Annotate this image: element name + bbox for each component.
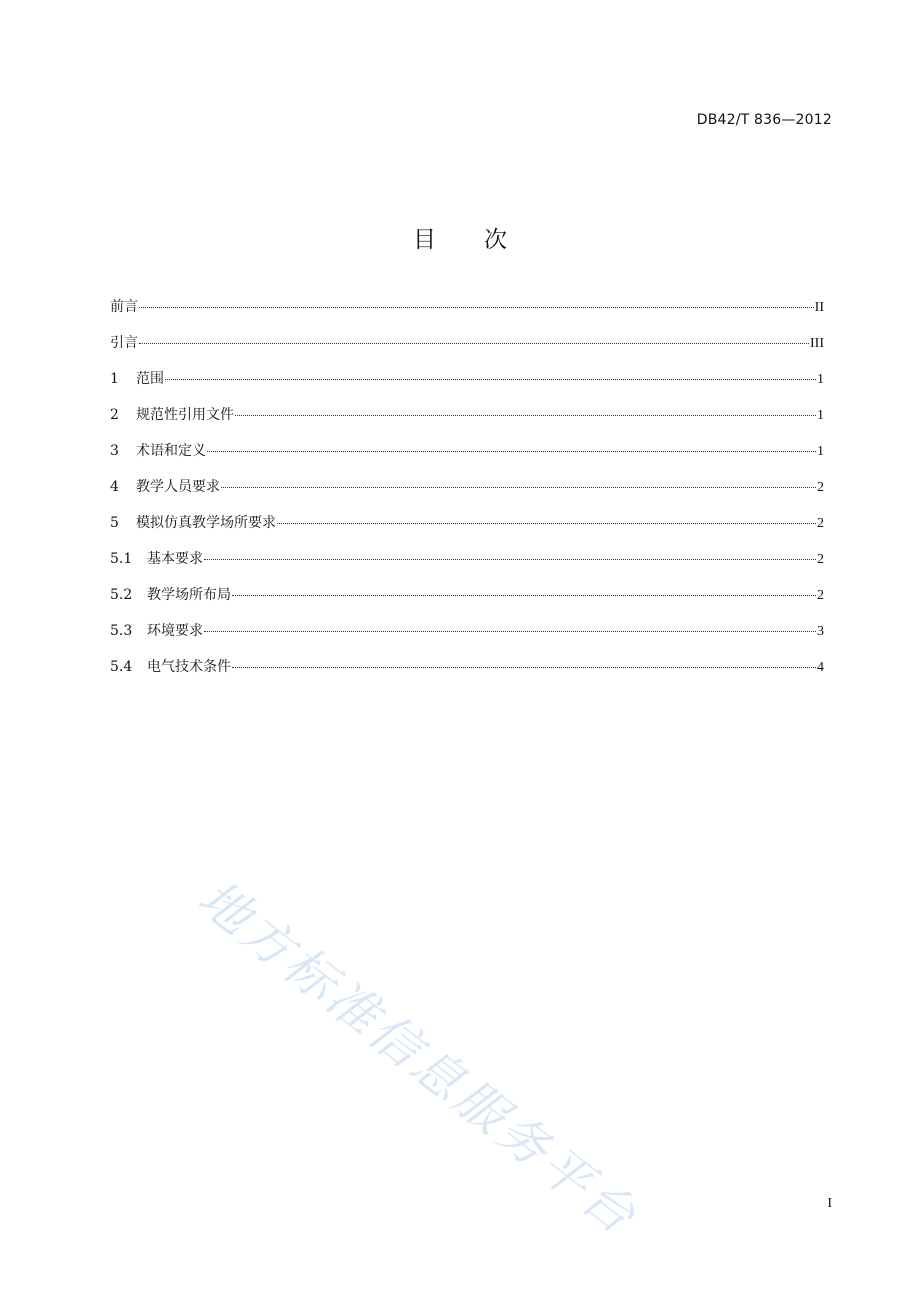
toc-leader-dots bbox=[207, 451, 816, 452]
table-of-contents bbox=[110, 296, 824, 692]
document-code: DB42/T 836—2012 bbox=[696, 112, 832, 128]
toc-entry-scope[interactable] bbox=[110, 368, 824, 404]
toc-entry-label: 规范性引用文件 bbox=[136, 407, 234, 423]
toc-entry-teaching-staff[interactable] bbox=[110, 476, 824, 512]
toc-leader-dots bbox=[204, 631, 816, 632]
toc-leader-dots bbox=[165, 379, 816, 380]
toc-entry-label: 教学场所布局 bbox=[147, 587, 231, 603]
toc-entry-page: 1 bbox=[817, 372, 824, 387]
toc-entry-page: 4 bbox=[817, 660, 824, 675]
toc-leader-dots bbox=[232, 595, 816, 596]
toc-leader-dots bbox=[139, 307, 814, 308]
toc-entry-number: 1 bbox=[110, 371, 119, 387]
toc-entry-foreword[interactable] bbox=[110, 296, 824, 332]
toc-entry-simulation-venue[interactable] bbox=[110, 512, 824, 548]
page-number: I bbox=[827, 1196, 832, 1211]
toc-entry-page: 2 bbox=[817, 480, 824, 495]
toc-entry-page: 1 bbox=[817, 444, 824, 459]
toc-entry-venue-layout[interactable] bbox=[110, 584, 824, 620]
toc-entry-number: 5.2 bbox=[110, 587, 133, 603]
toc-leader-dots bbox=[277, 523, 816, 524]
toc-entry-page: 2 bbox=[817, 552, 824, 567]
toc-entry-number: 5.4 bbox=[110, 659, 133, 675]
toc-entry-page: III bbox=[810, 336, 824, 351]
toc-entry-environment[interactable] bbox=[110, 620, 824, 656]
toc-entry-terms-definitions[interactable] bbox=[110, 440, 824, 476]
toc-entry-label: 前言 bbox=[110, 299, 138, 315]
toc-entry-label: 基本要求 bbox=[147, 551, 203, 567]
toc-entry-page: 3 bbox=[817, 624, 824, 639]
toc-entry-label: 电气技术条件 bbox=[147, 659, 231, 675]
toc-entry-label: 环境要求 bbox=[147, 623, 203, 639]
toc-entry-introduction[interactable] bbox=[110, 332, 824, 368]
toc-entry-label: 引言 bbox=[110, 335, 138, 351]
toc-entry-number: 2 bbox=[110, 407, 119, 423]
toc-entry-number: 5 bbox=[110, 515, 119, 531]
toc-entry-number: 5.3 bbox=[110, 623, 133, 639]
toc-leader-dots bbox=[221, 487, 816, 488]
toc-entry-electrical[interactable] bbox=[110, 656, 824, 692]
toc-entry-page: 2 bbox=[817, 516, 824, 531]
toc-entry-label: 教学人员要求 bbox=[136, 479, 220, 495]
toc-entry-normative-references[interactable] bbox=[110, 404, 824, 440]
toc-leader-dots bbox=[139, 343, 809, 344]
toc-leader-dots bbox=[204, 559, 816, 560]
toc-entry-label: 术语和定义 bbox=[136, 443, 206, 459]
toc-leader-dots bbox=[235, 415, 816, 416]
toc-leader-dots bbox=[232, 667, 816, 668]
watermark: 地方标准信息服务平台 bbox=[187, 868, 649, 1247]
toc-entry-page: 1 bbox=[817, 408, 824, 423]
toc-entry-page: II bbox=[814, 300, 824, 315]
page-title: 目次 bbox=[413, 227, 555, 254]
toc-entry-number: 3 bbox=[110, 443, 119, 459]
toc-entry-number: 4 bbox=[110, 479, 119, 495]
toc-entry-page: 2 bbox=[817, 588, 824, 603]
toc-entry-label: 范围 bbox=[136, 371, 164, 387]
toc-entry-label: 模拟仿真教学场所要求 bbox=[136, 515, 276, 531]
toc-entry-number: 5.1 bbox=[110, 551, 133, 567]
toc-entry-basic-requirements[interactable] bbox=[110, 548, 824, 584]
